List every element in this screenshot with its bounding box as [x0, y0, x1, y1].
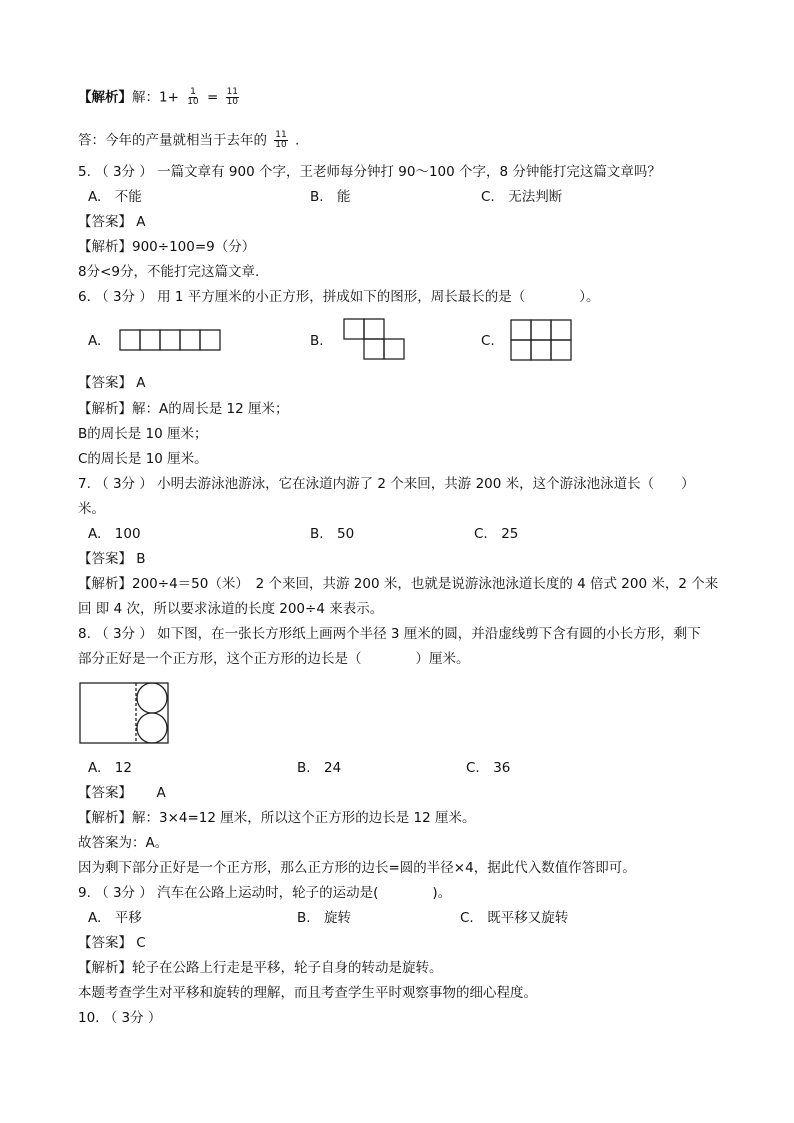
prev-answer-line: [78, 131, 299, 150]
q7-option-a[interactable]: A. 100: [88, 526, 141, 542]
q9-stem: 9. （ 3分 ） 汽车在公路上运动时，轮子的运动是( )。: [78, 885, 452, 901]
fraction-denominator: 10: [187, 97, 199, 107]
q6-figure-c: [509, 318, 575, 362]
q7-option-b[interactable]: B. 50: [310, 526, 355, 542]
q6-figure-b: [342, 317, 408, 361]
q9-option-a[interactable]: A. 平移: [88, 910, 142, 926]
fraction-numerator: 11: [226, 87, 239, 97]
q6-option-b-label[interactable]: B.: [310, 333, 324, 349]
q7-stem-line: 7. （ 3分 ） 小明去游泳池游泳，它在泳道内游了 2 个来回，共游 200 米，这个游泳池泳道长（ ）: [78, 476, 695, 492]
analysis-prefix: 解：1+: [132, 89, 184, 106]
q6-stem: 6. （ 3分 ） 用 1 平方厘米的小正方形，拼成如下的图形，周长最长的是（ ）。: [78, 289, 600, 305]
q9-analysis-line: 本题考查学生对平移和旋转的理解，而且考查学生平时观察事物的细心程度。: [78, 985, 537, 1001]
q9-answer: 【答案】 C: [78, 935, 146, 951]
q8-option-a[interactable]: A. 12: [88, 760, 132, 776]
q7-answer: 【答案】 B: [78, 551, 146, 567]
fraction: [186, 88, 199, 107]
q8-option-c[interactable]: C. 36: [466, 760, 511, 776]
q5-option-a[interactable]: A. 不能: [88, 189, 142, 205]
q7-option-c[interactable]: C. 25: [474, 526, 519, 542]
answer-suffix: .: [290, 132, 300, 149]
fraction: [274, 131, 287, 150]
q9-analysis-line: 【解析】轮子在公路上行走是平移，轮子自身的转动是旋转。: [78, 960, 443, 976]
q6-figure-a: [118, 328, 222, 354]
q5-option-b[interactable]: B. 能: [310, 189, 351, 205]
q7-analysis-line: 【解析】200÷4＝50（米） 2 个来回，共游 200 米，也就是说游泳池泳道长度的 4 倍式 200 米，2 个来: [78, 576, 719, 592]
fraction-denominator: 10: [226, 97, 239, 107]
fraction-denominator: 10: [275, 140, 287, 150]
q7-stem-line: 米。: [78, 501, 105, 517]
q8-answer: 【答案】 A: [78, 785, 166, 801]
q6-option-a-label[interactable]: A.: [88, 333, 102, 349]
q7-analysis-line: 回 即 4 次，所以要求泳道的长度 200÷4 来表示。: [78, 601, 384, 617]
q8-analysis-line: 【解析】解：3×4=12 厘米，所以这个正方形的边长是 12 厘米。: [78, 810, 476, 826]
q8-figure-rectangle-circles: [78, 681, 174, 747]
q6-analysis-line: 【解析】解：A的周长是 12 厘米；: [78, 401, 289, 417]
answer-prefix: 答：今年的产量就相当于去年的: [78, 132, 272, 149]
q5-option-c[interactable]: C. 无法判断: [481, 189, 563, 205]
q6-analysis-line: C的周长是 10 厘米。: [78, 451, 208, 467]
q8-stem-line: 8. （ 3分 ） 如下图，在一张长方形纸上画两个半径 3 厘米的圆，并沿虚线剪下含有圆的小长方形，剩下: [78, 626, 701, 642]
q6-answer: 【答案】 A: [78, 375, 146, 391]
q10-stem: 10. （ 3分 ）: [78, 1010, 162, 1026]
q9-option-b[interactable]: B. 旋转: [297, 910, 352, 926]
q6-option-c-label[interactable]: C.: [481, 333, 495, 349]
fraction-numerator: 11: [275, 130, 287, 140]
q9-option-c[interactable]: C. 既平移又旋转: [460, 910, 569, 926]
q8-option-b[interactable]: B. 24: [297, 760, 342, 776]
fraction-numerator: 1: [190, 87, 196, 97]
q8-analysis-line: 故答案为：A。: [78, 835, 169, 851]
q8-stem-line: 部分正好是一个正方形，这个正方形的边长是（ ）厘米。: [78, 651, 470, 667]
q6-analysis-line: B的周长是 10 厘米；: [78, 426, 208, 442]
q5-analysis-line: 8分<9分，不能打完这篇文章.: [78, 264, 260, 280]
prev-analysis-line: [78, 88, 242, 107]
q5-answer: 【答案】 A: [78, 214, 146, 230]
analysis-label: 【解析】: [78, 89, 132, 106]
q5-stem: 5. （ 3分 ） 一篇文章有 900 个字，王老师每分钟打 90～100 个字，8 分钟能打完这篇文章吗？: [78, 164, 661, 180]
fraction: [226, 88, 239, 107]
q8-analysis-line: 因为剩下部分正好是一个正方形，那么正方形的边长=圆的半径×4，据此代入数值作答即可。: [78, 860, 636, 876]
q5-analysis-line: 【解析】900÷100=9（分）: [78, 239, 256, 255]
equals-sign: =: [202, 89, 223, 106]
